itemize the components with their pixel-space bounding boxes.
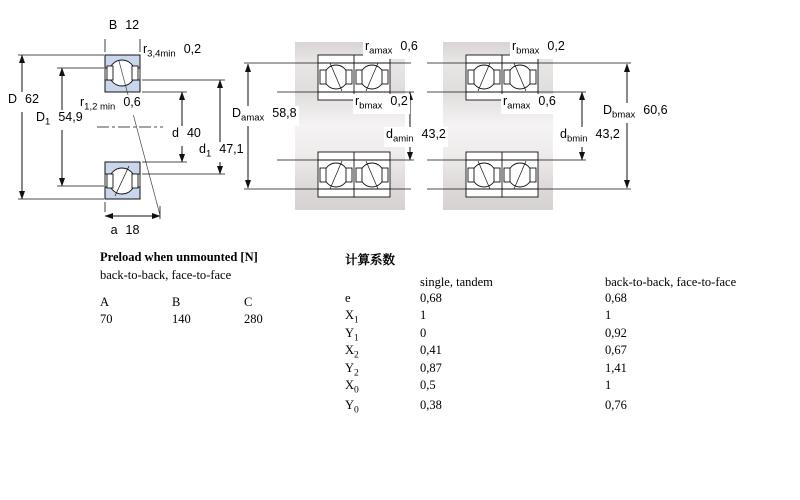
dim-label-r12min: $r_{1,2 min}$ 0,6 (80, 95, 141, 113)
factors-title: 计算系数 (345, 253, 396, 267)
dim-label-right-ramax: $r_{amax}$ 0,6 (503, 94, 556, 112)
factor-value-btb: 0,92 (605, 325, 627, 340)
factors-col1-header: single, tandem (420, 275, 493, 289)
mounted-pair-left (244, 42, 414, 210)
dim-label-damax: $D_{amax}$ 58,8 (232, 106, 297, 124)
dim-label-d1-inner-shoulder: $d_1$ 47,1 (199, 142, 244, 160)
factor-value-single: 0,87 (420, 360, 442, 375)
factor-value-btb: 0,68 (605, 290, 627, 305)
factors-col2-header: back-to-back, face-to-face (605, 275, 737, 289)
preload-col-a: A (100, 295, 110, 309)
factors-header-row (345, 275, 736, 291)
factor-row-y1: $Y_1$ 0 0,92 (345, 326, 736, 344)
dim-label-width-b: B 12 (98, 18, 150, 38)
dim-label-dbmax: $D_{bmax}$ 60,6 (603, 103, 668, 121)
preload-col-c: C (244, 295, 253, 309)
factor-value-single: 0,38 (420, 397, 442, 412)
factor-row-y2: $Y_2$ 0,87 1,41 (345, 361, 736, 379)
preload-col-b: B (172, 295, 181, 309)
dim-label-left-ramax: $r_{amax}$ 0,6 (365, 39, 418, 57)
factor-value-btb: 0,67 (605, 343, 627, 357)
factor-row-y0: $Y_0$ 0,38 0,76 (345, 396, 736, 416)
factor-value-btb: 1 (605, 308, 612, 322)
preload-title: Preload when unmounted [N] (100, 250, 258, 264)
dim-label-right-rbmax: $r_{bmax}$ 0,2 (512, 39, 565, 57)
dim-label-dbmin: $d_{bmin}$ 43,2 (560, 127, 620, 145)
dim-label-r34min: $r_{3,4min}$ 0,2 (143, 42, 202, 60)
dim-label-left-rbmax: $r_{bmax}$ 0,2 (355, 94, 408, 112)
preload-subtitle: back-to-back, face-to-face (100, 268, 232, 282)
preload-value-b: 140 (172, 312, 191, 326)
factor-row-x0: $X_0$ 0,5 1 (345, 378, 736, 396)
calculation-factors-table (345, 250, 736, 415)
factor-value-btb: 1,41 (605, 360, 627, 375)
factor-value-single: 0,68 (420, 290, 442, 305)
mounted-pair-right (427, 42, 631, 210)
dim-label-a-distance: a 18 (98, 223, 152, 243)
preload-table (100, 250, 350, 327)
factor-value-btb: 1 (605, 378, 612, 392)
factor-value-single: 0,5 (420, 378, 436, 392)
dim-label-damin: $d_{amin}$ 43,2 (386, 127, 446, 145)
dim-label-outer-diameter-d: D 62 (6, 92, 41, 112)
factor-value-btb: 0,76 (605, 397, 627, 412)
factor-value-single: 0,41 (420, 343, 442, 357)
factor-row-e: e 0,68 0,68 (345, 291, 736, 309)
factor-value-single: 0 (420, 325, 427, 340)
preload-value-c: 280 (244, 312, 263, 326)
factor-row-x1: $X_1$ 1 1 (345, 308, 736, 326)
dim-label-d1-shoulder: $D_1$ 54,9 (36, 110, 83, 128)
factor-value-single: 1 (420, 308, 427, 322)
preload-value-a: 70 (100, 312, 113, 326)
factor-row-x2: $X_2$ 0,41 0,67 (345, 343, 736, 361)
dim-label-bore-d: d 40 (170, 126, 203, 146)
